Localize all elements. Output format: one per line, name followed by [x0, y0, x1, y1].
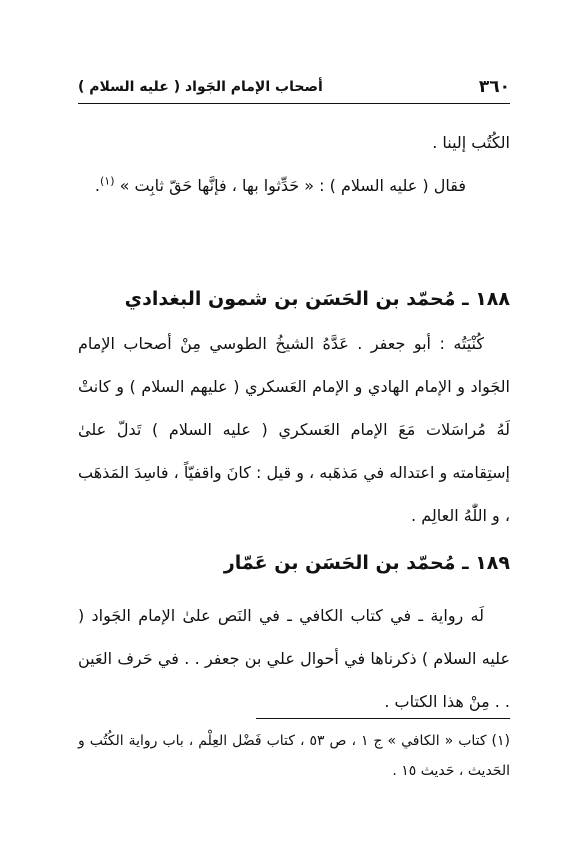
header-rule: [78, 103, 510, 104]
page-number: ٣٦٠: [478, 77, 510, 97]
footnote-text: (١) كتاب « الكافي » ج ١ ، ص ٥٣ ، كتاب فَضْل العِلْم ، باب رواية الكُتُب و الحَديث ، حَديث ١٥ .: [78, 733, 510, 779]
running-head: [78, 72, 510, 102]
continued-section: [78, 121, 510, 207]
footnote: [78, 726, 510, 786]
entry-text-188: كُنْيَتُه : أبو جعفر . عَدَّهُ الشيخُ الطوسي مِنْ أصحاب الإمام الجَواد و الإمام الهادي و الإمام العَسكري ( عليهم السلام ) و كانتْ لَهُ مُراسَلات مَعَ الإمام العَسكري ( عليه السلام ) تَدلّ علىٰ إستِقامته و اعتداله في مَذهَبه ، و قيل : كانَ واقفيّاً ، فاسِدَ المَذهَب ، و اللّٰهُ العالِم .: [78, 334, 510, 525]
running-title: أصحاب الإمام الجَواد ( عليه السلام ): [78, 79, 323, 95]
entry-body-189: [78, 594, 510, 723]
footnote-reference: (١): [100, 174, 115, 188]
entry-heading-188: ١٨٨ ـ مُحمّد بن الحَسَن بن شمون البغدادي: [124, 288, 510, 310]
entry-text-189: لَه رواية ـ في كتاب الكافي ـ في النَص علىٰ الإمام الجَواد ( عليه السلام ) ذكرناها في أحوال علي بن جعفر . . في حَرف العَين . . مِنْ هذا الكتاب .: [78, 606, 510, 711]
quote-end: .: [94, 176, 100, 195]
quote-text: فقال ( عليه السلام ) : « حَدِّثوا بها ، فإنَّها حَقّ ثابِت »: [119, 176, 466, 195]
paragraph-quote: [78, 164, 510, 207]
footnote-rule: [256, 718, 510, 719]
entry-heading-189: ١٨٩ ـ مُحمّد بن الحَسَن بن عَمّار: [223, 552, 510, 574]
entry-body-188: [78, 322, 510, 537]
paragraph-continued: الكُتُب إلينا .: [432, 133, 510, 152]
